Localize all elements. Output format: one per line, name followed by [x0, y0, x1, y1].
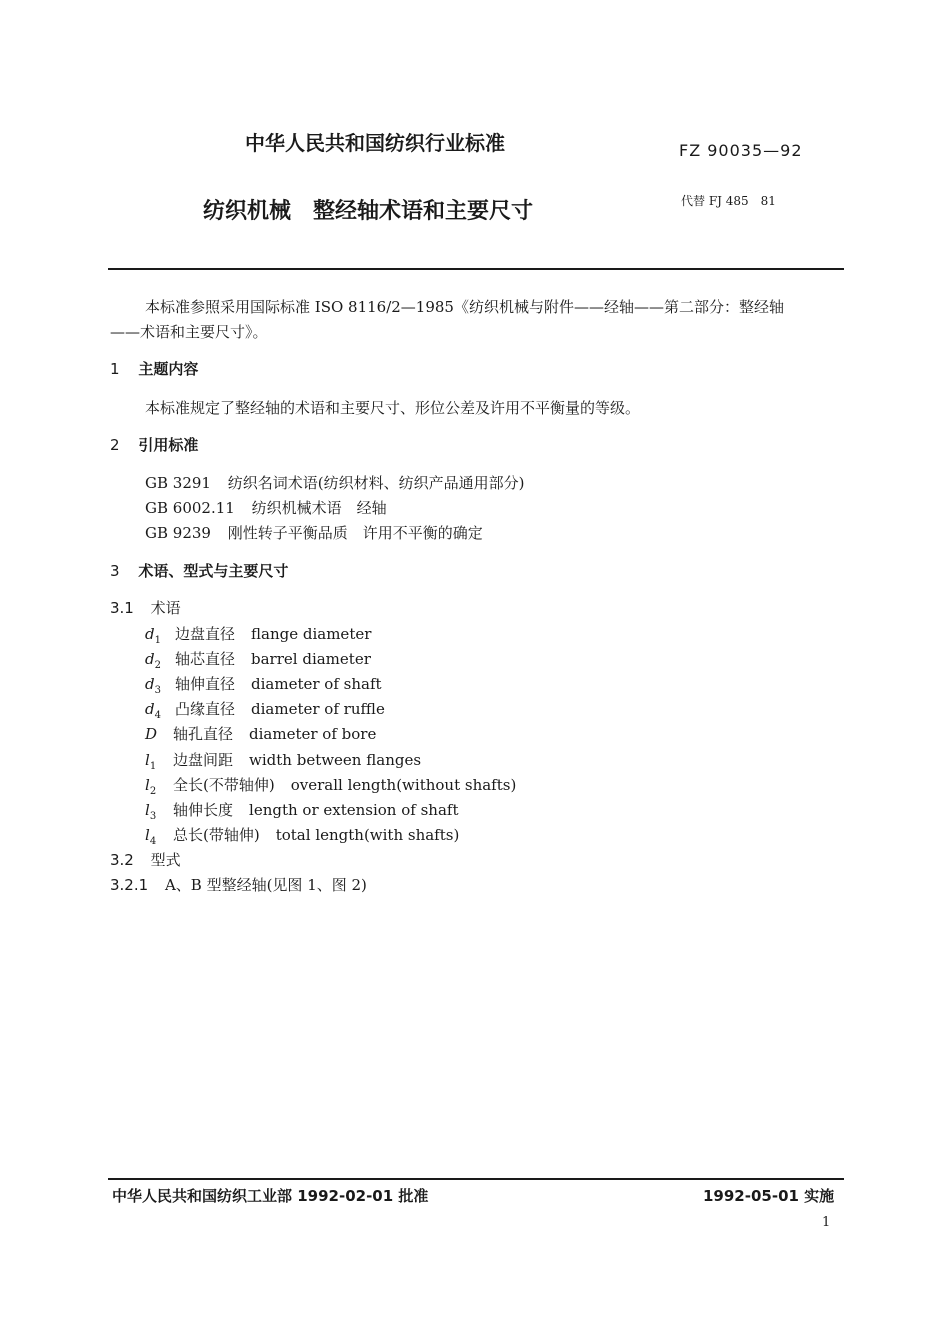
- term-english: barrel diameter: [251, 650, 371, 668]
- term-row: [145, 723, 376, 746]
- term-english: diameter of bore: [249, 725, 377, 743]
- page-number: 1: [822, 1215, 831, 1230]
- subsection-3-2-1-title: A、B 型整经轴(见图 1、图 2): [164, 876, 367, 894]
- intro-line-1: 本标准参照采用国际标准 ISO 8116/2—1985《纺织机械与附件——经轴——第二部分：整经轴: [145, 298, 784, 316]
- term-symbol: $l_2$: [145, 776, 157, 797]
- term-row: [145, 774, 516, 797]
- term-english: length or extension of shaft: [249, 801, 459, 819]
- term-chinese: 轴孔直径: [173, 725, 234, 743]
- term-english: flange diameter: [251, 625, 372, 643]
- term-row: [145, 673, 382, 696]
- subsection-3-1-title: 术语: [150, 599, 181, 617]
- term-symbol: $d_4$: [145, 700, 161, 721]
- term-chinese: 全长(不带轴伸): [173, 776, 275, 794]
- reference-item: [145, 522, 483, 543]
- header-rule: [108, 268, 844, 270]
- term-row: [145, 799, 458, 822]
- document-title: 纺织机械 整经轴术语和主要尺寸: [203, 199, 534, 224]
- term-english: total length(with shafts): [275, 826, 460, 844]
- standard-number: FZ 90035—92: [679, 141, 803, 160]
- reference-item: [145, 497, 387, 518]
- term-symbol: $d_1$: [145, 625, 161, 646]
- term-symbol: D: [145, 725, 158, 743]
- effective-date: 1992-05-01 实施: [703, 1187, 835, 1205]
- term-row: [145, 749, 421, 772]
- term-symbol: $l_1$: [145, 751, 157, 772]
- reference-code: GB 3291: [145, 474, 211, 492]
- subsection-3-2-heading: [110, 849, 181, 870]
- intro-line-2: ——术语和主要尺寸》。: [110, 323, 268, 341]
- subsection-3-1-heading: [110, 597, 181, 618]
- term-chinese: 边盘间距: [173, 751, 234, 769]
- term-symbol: $d_2$: [145, 650, 161, 671]
- section-2-title: 引用标准: [138, 436, 199, 454]
- term-chinese: 总长(带轴伸): [173, 826, 260, 844]
- term-row: [145, 698, 385, 721]
- section-3-title: 术语、型式与主要尺寸: [138, 562, 289, 580]
- term-chinese: 凸缘直径: [175, 700, 236, 718]
- term-chinese: 轴伸长度: [173, 801, 234, 819]
- reference-code: GB 9239: [145, 524, 211, 542]
- section-1-title: 主题内容: [138, 360, 199, 378]
- subsection-3-2-title: 型式: [150, 851, 181, 869]
- term-symbol: $d_3$: [145, 675, 161, 696]
- reference-title: 纺织名词术语(纺织材料、纺织产品通用部分): [227, 474, 525, 492]
- footer-rule: [108, 1178, 844, 1180]
- reference-title: 刚性转子平衡品质 许用不平衡的确定: [227, 524, 483, 542]
- section-1-text: 本标准规定了整经轴的术语和主要尺寸、形位公差及许用不平衡量的等级。: [145, 399, 641, 417]
- term-row: [145, 824, 459, 847]
- section-1-number: 1: [110, 360, 120, 378]
- reference-title: 纺织机械术语 经轴: [251, 499, 387, 517]
- term-chinese: 轴芯直径: [175, 650, 236, 668]
- approval-line: 中华人民共和国纺织工业部 1992-02-01 批准: [112, 1187, 429, 1205]
- org-title: 中华人民共和国纺织行业标准: [245, 131, 505, 155]
- section-3-heading: [110, 560, 288, 581]
- term-english: overall length(without shafts): [290, 776, 517, 794]
- reference-item: [145, 472, 524, 493]
- term-english: diameter of shaft: [251, 675, 382, 693]
- section-2-number: 2: [110, 436, 120, 454]
- term-english: width between flanges: [249, 751, 422, 769]
- subsection-3-2-1-number: 3.2.1: [110, 876, 149, 894]
- subsection-3-2-1-heading: [110, 874, 367, 895]
- term-symbol: $l_3$: [145, 801, 157, 822]
- reference-code: GB 6002.11: [145, 499, 235, 517]
- section-1-heading: [110, 358, 198, 379]
- subsection-3-1-number: 3.1: [110, 599, 134, 617]
- section-3-number: 3: [110, 562, 120, 580]
- section-2-heading: [110, 434, 198, 455]
- term-symbol: $l_4$: [145, 826, 157, 847]
- term-chinese: 边盘直径: [175, 625, 236, 643]
- term-chinese: 轴伸直径: [175, 675, 236, 693]
- subsection-3-2-number: 3.2: [110, 851, 134, 869]
- term-row: [145, 623, 371, 646]
- term-row: [145, 648, 371, 671]
- replaces-note: 代替 FJ 485 81: [681, 194, 776, 208]
- term-english: diameter of ruffle: [251, 700, 385, 718]
